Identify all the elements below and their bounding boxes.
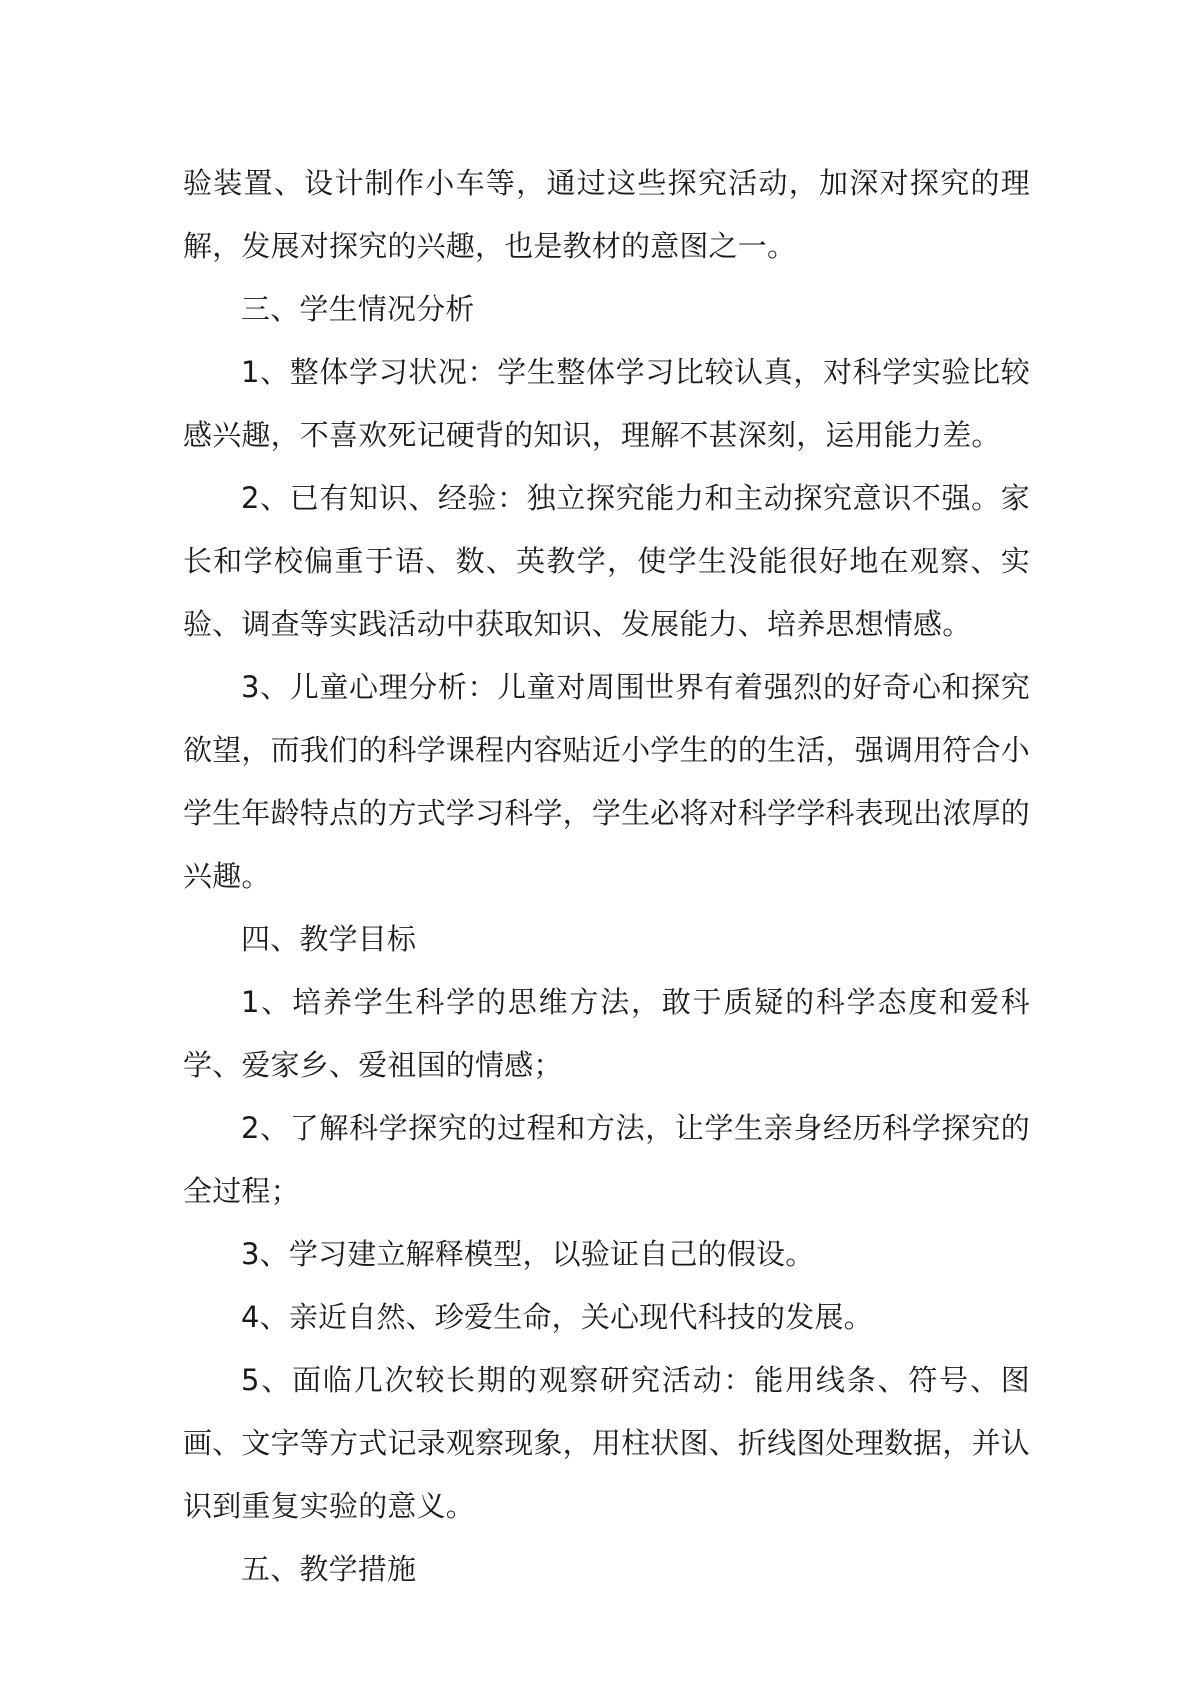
section-heading-student-analysis: 三、学生情况分析 (241, 292, 475, 326)
goal-item-5: 5、面临几次较长期的观察研究活动：能用线条、符号、图画、文字等方式记录观察现象，用柱状图、折线图处理数据，并认识到重复实验的意义。 (183, 1363, 1030, 1523)
goal-item-3: 3、学习建立解释模型，以验证自己的假设。 (241, 1237, 815, 1271)
goal-item-2: 2、了解科学探究的过程和方法，让学生亲身经历科学探究的全过程； (183, 1111, 1030, 1208)
paragraph-child-psychology: 3、儿童心理分析：儿童对周围世界有着强烈的好奇心和探究欲望，而我们的科学课程内容贴近小学生的的生活，强调用符合小学生年龄特点的方式学习科学，学生必将对科学学科表现出浓厚的兴趣。 (183, 670, 1030, 893)
section-heading-teaching-measures: 五、教学措施 (241, 1552, 417, 1586)
paragraph-continuation: 验装置、设计制作小车等，通过这些探究活动，加深对探究的理解，发展对探究的兴趣，也是教材的意图之一。 (183, 166, 1030, 263)
document-body (183, 152, 1030, 1601)
goal-item-4: 4、亲近自然、珍爱生命，关心现代科技的发展。 (241, 1300, 873, 1334)
paragraph-overall-learning: 1、整体学习状况：学生整体学习比较认真，对科学实验比较感兴趣，不喜欢死记硬背的知识，理解不甚深刻，运用能力差。 (183, 355, 1030, 452)
section-heading-teaching-goals: 四、教学目标 (241, 922, 417, 956)
goal-item-1: 1、培养学生科学的思维方法，敢于质疑的科学态度和爱科学、爱家乡、爱祖国的情感； (183, 985, 1030, 1082)
paragraph-prior-knowledge: 2、已有知识、经验：独立探究能力和主动探究意识不强。家长和学校偏重于语、数、英教学，使学生没能很好地在观察、实验、调查等实践活动中获取知识、发展能力、培养思想情感。 (183, 481, 1030, 641)
